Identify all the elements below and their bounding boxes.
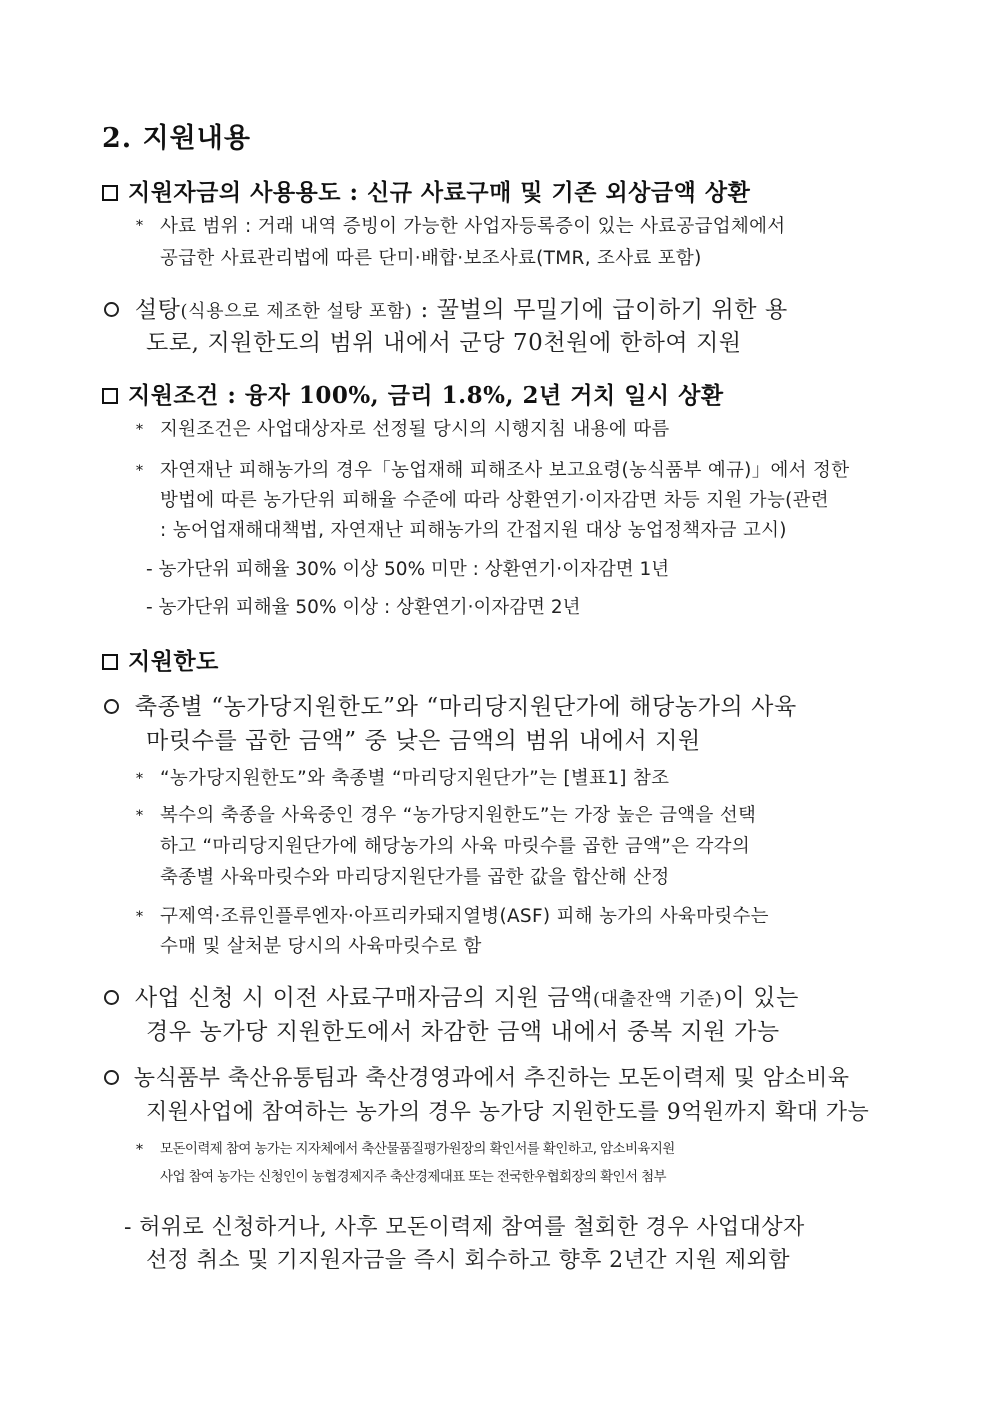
checkbox-square-icon [102,388,118,404]
asterisk-icon: * [136,909,143,925]
note-conditions: 지원조건은 사업대상자로 선정될 당시의 시행지침 내용에 따름 [160,419,670,440]
section-limit-title: 지원한도 [128,648,219,675]
note-table-ref: “농가당지원한도”와 축종별 “마리당지원단가”는 [별표1] 참조 [160,768,670,789]
note-confirmation-line1: 모돈이력제 참여 농가는 지자체에서 축산물품질평가원장의 확인서를 확인하고, 암소비육지원 [160,1141,675,1157]
bullet-prior-support-line2: 경우 농가당 지원한도에서 차감한 금액 내에서 중복 지원 가능 [146,1019,780,1045]
bullet-sugar-line2: 도로, 지원한도의 범위 내에서 군당 70천원에 한하여 지원 [146,330,742,356]
note-disease-line1: 구제역·조류인플루엔자·아프리카돼지열병(ASF) 피해 농가의 사육마릿수는 [160,906,769,927]
dash-damage-50: - 농가단위 피해율 50% 이상 : 상환연기·이자감면 2년 [146,597,581,618]
dash-false-application-line1: - 허위로 신청하거나, 사후 모돈이력제 참여를 철회한 경우 사업대상자 [124,1215,805,1240]
asterisk-icon: * [136,808,143,824]
note-disaster-line3: : 농어업재해대책법, 자연재난 피해농가의 간접지원 대상 농업정책자금 고시) [160,520,787,541]
asterisk-icon: * [136,218,143,234]
dash-false-application-line2: 선정 취소 및 기지원자금을 즉시 회수하고 향후 2년간 지원 제외함 [146,1248,790,1273]
note-disease-line2: 수매 및 살처분 당시의 사육마릿수로 함 [160,936,482,957]
checkbox-square-icon [102,185,118,201]
page-heading: 2. 지원내용 [102,123,251,154]
note-multi-line3: 축종별 사육마릿수와 마리당지원단가를 곱한 값을 합산해 산정 [160,867,670,888]
section-limit [102,643,219,676]
section-conditions [102,377,724,410]
dash-damage-30: - 농가단위 피해율 30% 이상 50% 미만 : 상환연기·이자감면 1년 [146,559,670,580]
note-feed-scope-line2: 공급한 사료관리법에 따른 단미·배합·보조사료(TMR, 조사료 포함) [160,248,702,269]
bullet-expansion-line1: 농식품부 축산유통팀과 축산경영과에서 추진하는 모돈이력제 및 암소비육 [104,1061,849,1092]
circle-bullet-icon [104,1070,119,1085]
section-conditions-title: 지원조건 : 융자 100%, 금리 1.8%, 2년 거치 일시 상환 [128,382,724,409]
checkbox-square-icon [102,654,118,670]
asterisk-icon: * [136,463,143,479]
asterisk-icon: * [136,771,143,787]
note-feed-scope-line1: 사료 범위 : 거래 내역 증빙이 가능한 사업자등록증이 있는 사료공급업체에서 [160,216,786,237]
circle-bullet-icon [104,302,119,317]
bullet-expansion-line2: 지원사업에 참여하는 농가의 경우 농가당 지원한도를 9억원까지 확대 가능 [146,1100,870,1125]
asterisk-icon: * [136,1142,143,1158]
bullet-limit-line2: 마릿수를 곱한 금액” 중 낮은 금액의 범위 내에서 지원 [146,728,701,754]
circle-bullet-icon [104,699,119,714]
circle-bullet-icon [104,990,119,1005]
note-multi-line1: 복수의 축종을 사육중인 경우 “농가당지원한도”는 가장 높은 금액을 선택 [160,805,757,826]
note-confirmation-line2: 사업 참여 농가는 신청인이 농협경제지주 축산경제대표 또는 전국한우협회장의 확인서 첨부 [160,1169,666,1185]
bullet-limit-line1: 축종별 “농가당지원한도”와 “마리당지원단가에 해당농가의 사육 [104,688,797,721]
bullet-prior-support-line1: 사업 신청 시 이전 사료구매자금의 지원 금액(대출잔액 기준)이 있는 [104,979,799,1012]
note-disaster-line2: 방법에 따른 농가단위 피해율 수준에 따라 상환연기·이자감면 차등 지원 가능(관련 [160,490,829,511]
asterisk-icon: * [136,422,143,438]
section-usage [102,174,750,207]
note-disaster-line1: 자연재난 피해농가의 경우「농업재해 피해조사 보고요령(농식품부 예규)」에서 정한 [160,460,850,481]
bullet-sugar-line1: 설탕(식용으로 제조한 설탕 포함) : 꿀벌의 무밀기에 급이하기 위한 용 [104,291,788,324]
note-multi-line2: 하고 “마리당지원단가에 해당농가의 사육 마릿수를 곱한 금액”은 각각의 [160,836,750,857]
section-usage-title: 지원자금의 사용용도 : 신규 사료구매 및 기존 외상금액 상환 [128,179,751,206]
